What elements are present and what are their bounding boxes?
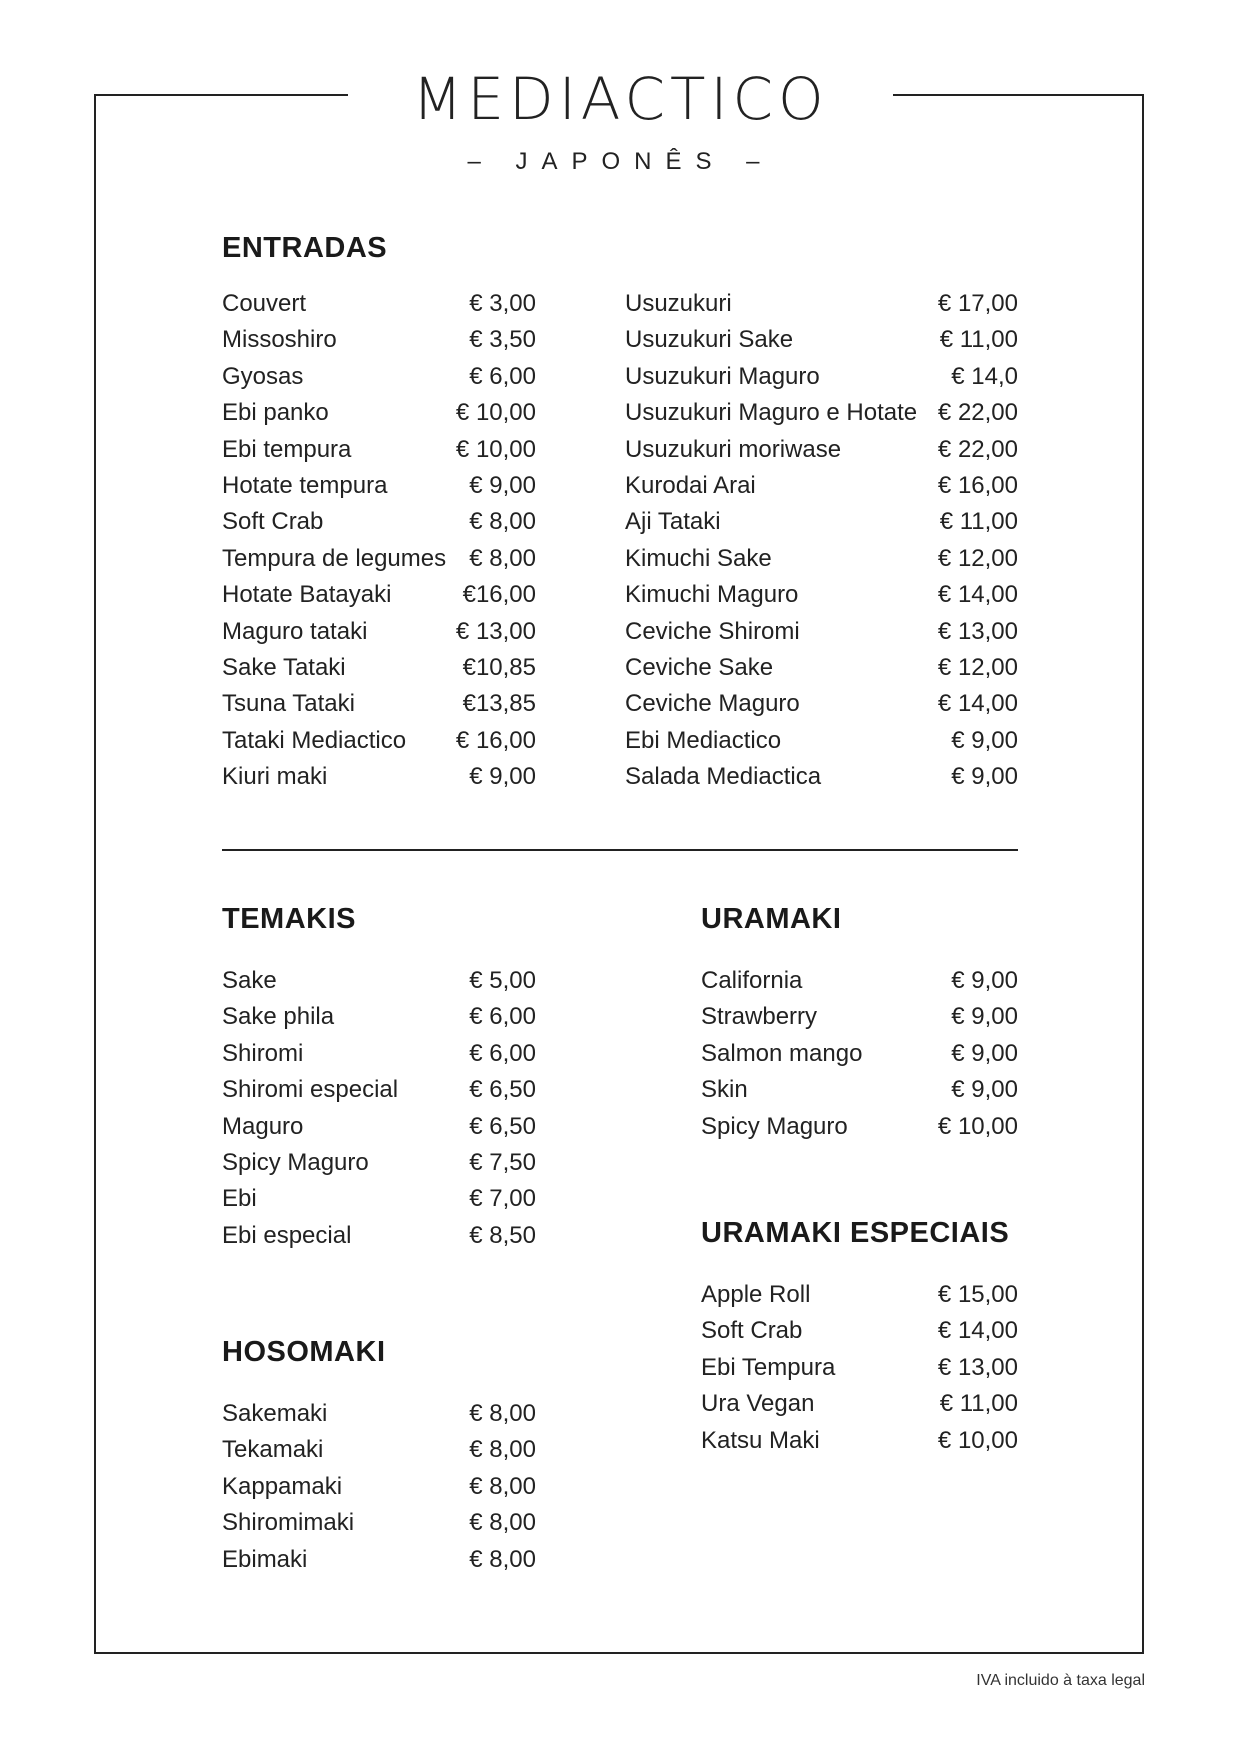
menu-item bbox=[222, 286, 536, 322]
menu-item-price: € 14,00 bbox=[937, 1317, 1018, 1345]
menu-item bbox=[222, 504, 536, 540]
menu-item-price: € 14,00 bbox=[937, 690, 1018, 718]
menu-item-name: Ceviche Shiromi bbox=[625, 617, 800, 645]
menu-item-price: € 10,00 bbox=[455, 435, 536, 463]
menu-item bbox=[701, 1350, 1018, 1386]
menu-item bbox=[222, 359, 536, 395]
menu-item-price: € 8,00 bbox=[469, 1436, 536, 1464]
entradas-left-list bbox=[222, 286, 536, 795]
menu-item bbox=[222, 686, 536, 722]
menu-item-price: € 7,00 bbox=[469, 1185, 536, 1213]
menu-item-name: Ura Vegan bbox=[701, 1390, 815, 1418]
menu-item-price: € 6,00 bbox=[469, 1003, 536, 1031]
menu-item-name: Usuzukuri Maguro e Hotate bbox=[625, 399, 918, 427]
menu-item-price: € 6,50 bbox=[469, 1076, 536, 1104]
menu-item-price: € 15,00 bbox=[937, 1281, 1018, 1308]
menu-item bbox=[222, 1109, 536, 1145]
tax-footnote: IVA incluido à taxa legal bbox=[976, 1672, 1145, 1689]
menu-item-price: € 11,00 bbox=[939, 1390, 1018, 1418]
menu-item-name: Spicy Maguro bbox=[701, 1112, 848, 1140]
menu-item-price: € 8,00 bbox=[469, 1545, 536, 1573]
section-title-uramaki-especiais: URAMAKI ESPECIAIS bbox=[701, 1217, 1010, 1249]
menu-item-price: € 6,00 bbox=[469, 362, 536, 390]
menu-item-price: € 11,00 bbox=[939, 508, 1018, 536]
menu-item-name: Tekamaki bbox=[222, 1436, 324, 1464]
menu-item-name: Kappamaki bbox=[222, 1472, 343, 1500]
menu-item bbox=[222, 322, 536, 358]
menu-item-name: Maguro tataki bbox=[222, 617, 368, 645]
menu-item bbox=[625, 504, 1018, 540]
menu-item bbox=[625, 614, 1018, 650]
menu-item-name: Ebi tempura bbox=[222, 435, 352, 463]
menu-item-name: Shiromimaki bbox=[222, 1509, 355, 1537]
menu-item-price: € 12,00 bbox=[937, 544, 1018, 572]
menu-item-price: € 8,00 bbox=[469, 1400, 536, 1427]
menu-item-name: Sake phila bbox=[222, 1003, 335, 1031]
temakis-list bbox=[222, 963, 536, 1254]
menu-item-name: Ebi bbox=[222, 1185, 257, 1213]
brand-logo: MEDIACTICO bbox=[412, 65, 829, 133]
section-title-entradas: ENTRADAS bbox=[222, 232, 388, 264]
menu-item bbox=[625, 395, 1018, 431]
section-title-hosomaki: HOSOMAKI bbox=[222, 1336, 386, 1368]
section-divider bbox=[222, 849, 1018, 851]
menu-item bbox=[222, 999, 536, 1035]
menu-item-price: € 14,00 bbox=[937, 581, 1018, 609]
menu-item bbox=[625, 723, 1018, 759]
menu-item-name: Ebi Tempura bbox=[701, 1353, 836, 1381]
menu-item bbox=[222, 468, 536, 504]
menu-item-price: € 3,00 bbox=[469, 290, 536, 317]
menu-item-price: € 9,00 bbox=[951, 1003, 1018, 1031]
menu-item-name: Tsuna Tataki bbox=[222, 690, 355, 718]
menu-item-name: Kimuchi Maguro bbox=[625, 581, 799, 609]
menu-item-price: € 11,00 bbox=[939, 326, 1018, 354]
section-title-temakis: TEMAKIS bbox=[222, 903, 356, 935]
menu-item-price: € 13,00 bbox=[937, 1353, 1018, 1381]
entradas-right-list bbox=[625, 286, 1018, 795]
brand-subtitle: – JAPONÊS – bbox=[467, 148, 774, 175]
menu-item-name: Shiromi bbox=[222, 1039, 304, 1067]
menu-item-name: Tataki Mediactico bbox=[222, 726, 407, 754]
menu-item-price: € 8,00 bbox=[469, 508, 536, 536]
menu-item-name: Usuzukuri moriwase bbox=[625, 435, 842, 463]
menu-item-price: € 13,00 bbox=[455, 617, 536, 645]
menu-item-name: Skin bbox=[701, 1076, 748, 1104]
menu-item bbox=[625, 359, 1018, 395]
menu-item-price: €10,85 bbox=[462, 653, 536, 681]
menu-item-price: € 16,00 bbox=[937, 471, 1018, 499]
menu-item-name: Missoshiro bbox=[222, 326, 337, 354]
menu-item-price: € 10,00 bbox=[937, 1426, 1018, 1454]
menu-item bbox=[701, 999, 1018, 1035]
menu-item-name: Salada Mediactica bbox=[625, 763, 822, 791]
menu-item bbox=[222, 963, 536, 999]
menu-item-name: Strawberry bbox=[701, 1003, 818, 1031]
menu-item bbox=[222, 1396, 536, 1432]
menu-item bbox=[222, 1505, 536, 1541]
menu-item bbox=[222, 1036, 536, 1072]
menu-item bbox=[701, 1072, 1018, 1108]
menu-item-price: € 8,00 bbox=[469, 1472, 536, 1500]
hosomaki-list bbox=[222, 1396, 536, 1578]
menu-item bbox=[222, 723, 536, 759]
menu-item-name: Couvert bbox=[222, 290, 307, 317]
menu-item bbox=[625, 541, 1018, 577]
menu-item bbox=[701, 1313, 1018, 1349]
menu-item bbox=[625, 286, 1018, 322]
menu-item bbox=[625, 432, 1018, 468]
menu-item-price: € 13,00 bbox=[937, 617, 1018, 645]
menu-item-name: Usuzukuri Sake bbox=[625, 326, 794, 354]
menu-item bbox=[625, 686, 1018, 722]
menu-item bbox=[222, 432, 536, 468]
menu-item-name: Katsu Maki bbox=[701, 1426, 820, 1454]
menu-item-price: € 22,00 bbox=[937, 435, 1018, 463]
menu-item-price: €16,00 bbox=[462, 581, 536, 609]
menu-item bbox=[701, 1277, 1018, 1313]
menu-item bbox=[625, 577, 1018, 613]
menu-item-name: Sakemaki bbox=[222, 1400, 328, 1427]
menu-item-price: € 6,50 bbox=[469, 1112, 536, 1140]
menu-item-name: California bbox=[701, 967, 803, 994]
menu-item bbox=[625, 759, 1018, 795]
menu-item-price: € 3,50 bbox=[469, 326, 536, 354]
menu-item bbox=[222, 1181, 536, 1217]
menu-item-name: Soft Crab bbox=[701, 1317, 803, 1345]
menu-item bbox=[222, 1145, 536, 1181]
menu-item-name: Ceviche Maguro bbox=[625, 690, 800, 718]
menu-item-price: € 14,0 bbox=[951, 362, 1018, 390]
menu-item-name: Spicy Maguro bbox=[222, 1148, 369, 1176]
menu-item-price: € 8,50 bbox=[469, 1221, 536, 1249]
menu-item bbox=[701, 1109, 1018, 1145]
menu-item-name: Kimuchi Sake bbox=[625, 544, 772, 572]
menu-item-price: € 16,00 bbox=[455, 726, 536, 754]
menu-item bbox=[701, 963, 1018, 999]
menu-item-price: € 8,00 bbox=[469, 1509, 536, 1537]
menu-item-name: Apple Roll bbox=[701, 1281, 811, 1308]
menu-item-name: Aji Tataki bbox=[625, 508, 721, 536]
uramaki-especiais-list bbox=[701, 1277, 1018, 1459]
menu-item-name: Tempura de legumes bbox=[222, 544, 447, 572]
uramaki-list bbox=[701, 963, 1018, 1145]
menu-item-price: € 12,00 bbox=[937, 653, 1018, 681]
menu-item-name: Kiuri maki bbox=[222, 763, 328, 791]
menu-item bbox=[222, 1218, 536, 1254]
menu-item-name: Sake Tataki bbox=[222, 653, 346, 681]
section-title-uramaki: URAMAKI bbox=[701, 903, 842, 935]
menu-item-price: € 8,00 bbox=[469, 544, 536, 572]
menu-item bbox=[222, 395, 536, 431]
menu-item bbox=[701, 1386, 1018, 1422]
menu-item bbox=[222, 1432, 536, 1468]
menu-item bbox=[625, 650, 1018, 686]
menu-item-name: Shiromi especial bbox=[222, 1076, 399, 1104]
menu-item-price: € 9,00 bbox=[469, 471, 536, 499]
menu-item bbox=[701, 1423, 1018, 1459]
menu-item-price: € 17,00 bbox=[937, 290, 1018, 317]
menu-item bbox=[222, 541, 536, 577]
menu-item-name: Ebimaki bbox=[222, 1545, 308, 1573]
menu-item-price: € 9,00 bbox=[951, 1039, 1018, 1067]
menu-item-price: € 10,00 bbox=[455, 399, 536, 427]
menu-item bbox=[222, 1469, 536, 1505]
menu-item-price: € 22,00 bbox=[937, 399, 1018, 427]
menu-item bbox=[222, 1072, 536, 1108]
menu-item-name: Ebi especial bbox=[222, 1221, 352, 1249]
menu-item-price: € 9,00 bbox=[951, 967, 1018, 994]
menu-item bbox=[222, 1542, 536, 1578]
menu-item-name: Usuzukuri Maguro bbox=[625, 362, 820, 390]
menu-item-name: Soft Crab bbox=[222, 508, 324, 536]
menu-item bbox=[625, 468, 1018, 504]
menu-item-name: Salmon mango bbox=[701, 1039, 863, 1067]
menu-item-price: € 9,00 bbox=[951, 726, 1018, 754]
menu-item bbox=[222, 614, 536, 650]
menu-item-name: Kurodai Arai bbox=[625, 471, 756, 499]
menu-item-price: € 9,00 bbox=[469, 763, 536, 791]
menu-item bbox=[222, 577, 536, 613]
menu-item bbox=[625, 322, 1018, 358]
menu-item-name: Gyosas bbox=[222, 362, 304, 390]
menu-item bbox=[701, 1036, 1018, 1072]
menu-item-price: € 9,00 bbox=[951, 763, 1018, 791]
menu-item-price: € 10,00 bbox=[937, 1112, 1018, 1140]
menu-item-name: Maguro bbox=[222, 1112, 304, 1140]
menu-item-name: Ceviche Sake bbox=[625, 653, 774, 681]
menu-item-price: € 9,00 bbox=[951, 1076, 1018, 1104]
menu-item-name: Hotate Batayaki bbox=[222, 581, 392, 609]
menu-item-price: € 7,50 bbox=[469, 1148, 536, 1176]
menu-item-price: € 6,00 bbox=[469, 1039, 536, 1067]
menu-item-name: Hotate tempura bbox=[222, 471, 388, 499]
menu-item-name: Ebi panko bbox=[222, 399, 329, 427]
menu-item-name: Sake bbox=[222, 967, 277, 994]
menu-item-name: Usuzukuri bbox=[625, 290, 732, 317]
menu-item-name: Ebi Mediactico bbox=[625, 726, 782, 754]
menu-item bbox=[222, 650, 536, 686]
menu-item-price: €13,85 bbox=[462, 690, 536, 718]
menu-item bbox=[222, 759, 536, 795]
menu-item-price: € 5,00 bbox=[469, 967, 536, 994]
